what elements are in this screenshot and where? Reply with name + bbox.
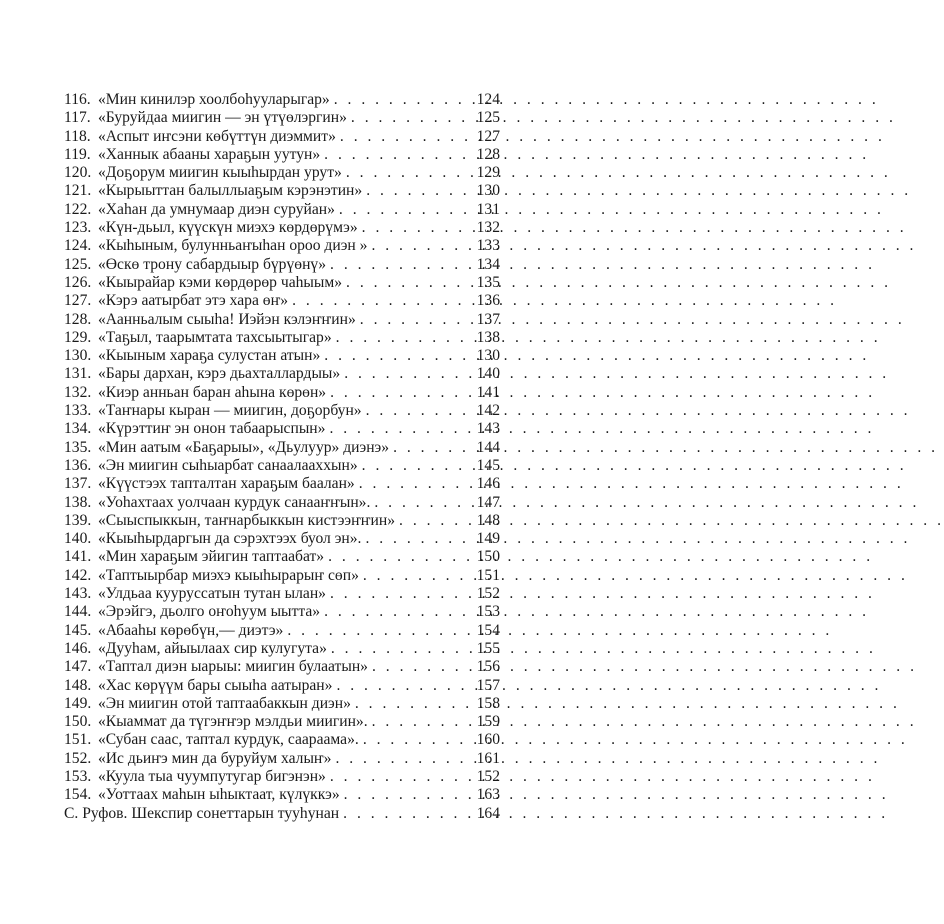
entry-number: 142. bbox=[64, 566, 92, 584]
entry-title: «Кыаммат да түгэҥҥэр мэлдьи миигин». bbox=[98, 713, 368, 731]
entry-title: «Кыыһырдаргын да сэрэхтээх буол эн». bbox=[98, 530, 362, 548]
entry-number: 145. bbox=[64, 621, 92, 639]
entry-title: «Таҕыл, таарымтата тахсыытыгар» bbox=[98, 328, 332, 346]
dot-leader bbox=[370, 494, 470, 512]
entry-number: 117. bbox=[64, 109, 91, 127]
toc-entry bbox=[64, 603, 500, 621]
dot-leader bbox=[325, 420, 470, 438]
entry-title: «Улдьаа кууруссатын тутан ылан» bbox=[98, 585, 326, 603]
toc-entry bbox=[64, 731, 500, 749]
entry-page-number: 163 bbox=[476, 786, 500, 804]
entry-page-number: 145 bbox=[476, 456, 500, 474]
entry-page-number: 129 bbox=[476, 164, 500, 182]
dot-leader bbox=[331, 750, 470, 768]
toc-entry bbox=[64, 201, 500, 219]
toc-entry bbox=[64, 402, 500, 420]
entry-title: «Аанньалым сыыһа! Иэйэн кэлэҥҥин» bbox=[98, 310, 356, 328]
entry-title: «Эн миигин отой таптаабаккын диэн» bbox=[98, 694, 351, 712]
entry-title: «Ханнык абааны хараҕын уутун» bbox=[98, 145, 321, 163]
toc-entry bbox=[64, 750, 500, 768]
toc-entry bbox=[64, 91, 500, 109]
entry-title: «Уоһахтаах уолчаан курдук санааҥҥын». bbox=[98, 493, 371, 511]
entry-page-number: 131 bbox=[476, 200, 500, 218]
entry-title: «Сыыспыккын, таҥнарбыккын кистээҥҥин» bbox=[98, 511, 396, 529]
entry-page-number: 164 bbox=[476, 804, 500, 822]
entry-page-number: 125 bbox=[476, 109, 500, 127]
entry-page-number: 137 bbox=[476, 310, 500, 328]
entry-title: «Аспыт иҥсэни көбүттүн диэммит» bbox=[98, 127, 336, 145]
toc-entry bbox=[64, 439, 500, 457]
entry-title: «Күрэттиҥ эн онон табаарыспын» bbox=[98, 420, 326, 438]
entry-title: «Куула тыа чуумпутугар бигэнэн» bbox=[98, 767, 326, 785]
entry-number: 116. bbox=[64, 91, 91, 108]
entry-page-number: 124 bbox=[476, 91, 500, 108]
toc-entry bbox=[64, 219, 500, 237]
entry-page-number: 158 bbox=[476, 694, 500, 712]
entry-title: «Мин кинилэр хоолбоһууларыгар» bbox=[98, 91, 330, 108]
entry-page-number: 152 bbox=[476, 767, 500, 785]
dot-leader bbox=[326, 585, 470, 603]
entry-number: 121. bbox=[64, 182, 92, 200]
toc-entry-afterword bbox=[64, 805, 500, 823]
toc-entry bbox=[64, 695, 500, 713]
entry-number: 138. bbox=[64, 493, 92, 511]
dot-leader bbox=[389, 439, 470, 457]
entry-title: «Кэрэ аатырбат этэ хара өҥ» bbox=[98, 292, 289, 310]
entry-title: «Мин хараҕым эйигин таптаабат» bbox=[98, 548, 325, 566]
entry-number: 130. bbox=[64, 347, 92, 365]
entry-page-number: 155 bbox=[476, 639, 500, 657]
entry-number: 124. bbox=[64, 237, 92, 255]
dot-leader bbox=[342, 274, 470, 292]
toc-entry bbox=[64, 292, 500, 310]
entry-title: «Кыыным хараҕа сулустан атын» bbox=[98, 347, 321, 365]
entry-title: «Хаһан да умнумаар диэн суруйан» bbox=[98, 200, 335, 218]
entry-number: 151. bbox=[64, 731, 92, 749]
entry-page-number: 153 bbox=[476, 603, 500, 621]
entry-page-number: 136 bbox=[476, 292, 500, 310]
entry-number: 152. bbox=[64, 749, 92, 767]
dot-leader bbox=[340, 786, 470, 804]
dot-leader bbox=[283, 622, 470, 640]
entry-page-number: 150 bbox=[476, 548, 500, 566]
entry-number: 140. bbox=[64, 530, 92, 548]
entry-title: «Кыһыным, булунньаҥыһан ороо диэн » bbox=[98, 237, 368, 255]
entry-page-number: 154 bbox=[476, 621, 500, 639]
toc-entry bbox=[64, 237, 500, 255]
dot-leader bbox=[351, 695, 470, 713]
dot-leader bbox=[362, 402, 470, 420]
toc-entry bbox=[64, 256, 500, 274]
dot-leader bbox=[288, 292, 470, 310]
entry-title: «Доҕорум миигин кыыһырдан урут» bbox=[98, 164, 342, 182]
entry-title: «Хас көрүүм бары сыыһа аатыран» bbox=[98, 676, 333, 694]
entry-title: «Күүстээх тапталтан хараҕым баалан» bbox=[98, 475, 355, 493]
toc-entry bbox=[64, 274, 500, 292]
entry-page-number: 135 bbox=[476, 273, 500, 291]
entry-number: 147. bbox=[64, 658, 92, 676]
entry-page-number: 151 bbox=[476, 566, 500, 584]
dot-leader bbox=[320, 603, 470, 621]
toc-entry bbox=[64, 457, 500, 475]
dot-leader bbox=[332, 677, 470, 695]
entry-title: «Кыырайар кэми көрдөрөр чаһыым» bbox=[98, 273, 343, 291]
toc-entry bbox=[64, 347, 500, 365]
dot-leader bbox=[342, 164, 470, 182]
entry-page-number: 160 bbox=[476, 731, 500, 749]
toc-entry bbox=[64, 567, 500, 585]
dot-leader bbox=[347, 109, 470, 127]
toc-entry bbox=[64, 365, 500, 383]
entry-title: «Эн миигин сыһыарбат санаалааххын» bbox=[98, 456, 358, 474]
entry-title: «Буруйдаа миигин — эн үтүөлэргин» bbox=[98, 109, 347, 127]
entry-page-number: 144 bbox=[476, 438, 500, 456]
entry-number: 149. bbox=[64, 694, 92, 712]
entry-number: 150. bbox=[64, 713, 92, 731]
dot-leader bbox=[367, 237, 470, 255]
entry-page-number: 130 bbox=[476, 182, 500, 200]
dot-leader bbox=[326, 768, 470, 786]
dot-leader bbox=[320, 146, 470, 164]
toc-entry bbox=[64, 585, 500, 603]
entry-title: «Таптыырбар миэхэ кыыһырарыҥ сөп» bbox=[98, 566, 359, 584]
entry-page-number: 146 bbox=[476, 475, 500, 493]
entry-title: «Абааһы көрөбүн,— диэтэ» bbox=[98, 621, 284, 639]
entry-title: С. Руфов. Шекспир сонеттарын тууһунан bbox=[64, 804, 340, 822]
entry-page-number: 152 bbox=[476, 585, 500, 603]
dot-leader bbox=[395, 512, 470, 530]
entry-number: 122. bbox=[64, 200, 92, 218]
dot-leader bbox=[320, 347, 470, 365]
entry-number: 129. bbox=[64, 328, 92, 346]
entry-number: 131. bbox=[64, 365, 92, 383]
dot-leader bbox=[359, 567, 470, 585]
toc-entry bbox=[64, 622, 500, 640]
entry-number: 146. bbox=[64, 639, 92, 657]
dot-leader bbox=[330, 91, 470, 109]
entry-number: 136. bbox=[64, 456, 92, 474]
toc-entry bbox=[64, 768, 500, 786]
entry-title: «Киэр анньан баран аһына көрөн» bbox=[98, 383, 327, 401]
toc-entry bbox=[64, 384, 500, 402]
entry-page-number: 128 bbox=[476, 145, 500, 163]
entry-title: «Өскө трону сабардыыр бүрүөнү» bbox=[98, 255, 327, 273]
dot-leader bbox=[335, 201, 470, 219]
entry-page-number: 138 bbox=[476, 328, 500, 346]
entry-number: 134. bbox=[64, 420, 92, 438]
entry-number: 120. bbox=[64, 164, 92, 182]
entry-title: «Кырыыттан балыллыаҕым кэрэнэтин» bbox=[98, 182, 363, 200]
entry-title: «Бары дархан, кэрэ дьахталлардыы» bbox=[98, 365, 341, 383]
entry-number: 132. bbox=[64, 383, 92, 401]
entry-title: «Дууһам, айыылаах сир кулугута» bbox=[98, 639, 327, 657]
toc-entry bbox=[64, 640, 500, 658]
entry-page-number: 148 bbox=[476, 511, 500, 529]
entry-number: 135. bbox=[64, 438, 92, 456]
entry-number: 137. bbox=[64, 475, 92, 493]
entry-number: 141. bbox=[64, 548, 92, 566]
entry-page-number: 149 bbox=[476, 530, 500, 548]
dot-leader bbox=[359, 731, 470, 749]
entry-number: 143. bbox=[64, 585, 92, 603]
entry-title: «Күн-дьыл, күүскүн миэхэ көрдөрүмэ» bbox=[98, 219, 358, 237]
dot-leader bbox=[368, 658, 470, 676]
dot-leader bbox=[362, 182, 470, 200]
toc-entry bbox=[64, 128, 500, 146]
entry-number: 126. bbox=[64, 273, 92, 291]
entry-number: 119. bbox=[64, 145, 91, 163]
entry-number: 118. bbox=[64, 127, 91, 145]
entry-page-number: 161 bbox=[476, 749, 500, 767]
toc-entry bbox=[64, 512, 500, 530]
entry-page-number: 147 bbox=[476, 493, 500, 511]
entry-page-number: 132 bbox=[476, 219, 500, 237]
toc-entry bbox=[64, 182, 500, 200]
dot-leader bbox=[368, 713, 470, 731]
toc-entry bbox=[64, 311, 500, 329]
entry-page-number: 143 bbox=[476, 420, 500, 438]
dot-leader bbox=[355, 475, 470, 493]
entry-title: «Субан саас, таптал курдук, саараама». bbox=[98, 731, 359, 749]
entry-title: «Уоттаах маһын ыһыктаат, күлүккэ» bbox=[98, 786, 340, 804]
toc-entry bbox=[64, 146, 500, 164]
entry-title: «Таптал диэн ыарыы: миигин булаатын» bbox=[98, 658, 368, 676]
toc-entry bbox=[64, 530, 500, 548]
entry-number: 148. bbox=[64, 676, 92, 694]
entry-page-number: 127 bbox=[476, 127, 500, 145]
entry-page-number: 141 bbox=[476, 383, 500, 401]
entry-page-number: 134 bbox=[476, 255, 500, 273]
entry-number: 153. bbox=[64, 767, 92, 785]
dot-leader bbox=[324, 548, 470, 566]
dot-leader bbox=[326, 384, 470, 402]
dot-leader bbox=[356, 311, 470, 329]
entry-number: 123. bbox=[64, 219, 92, 237]
entry-title: «Эрэйгэ, дьолго оҥоһуум ыытта» bbox=[98, 603, 321, 621]
toc-entry bbox=[64, 420, 500, 438]
dot-leader bbox=[327, 640, 470, 658]
entry-title: «Таҥнары кыран — миигин, доҕорбун» bbox=[98, 402, 362, 420]
entry-number: 133. bbox=[64, 402, 92, 420]
entry-page-number: 133 bbox=[476, 237, 500, 255]
dot-leader bbox=[326, 256, 470, 274]
entry-page-number: 140 bbox=[476, 365, 500, 383]
entry-number: 128. bbox=[64, 310, 92, 328]
dot-leader bbox=[336, 128, 470, 146]
toc-entry bbox=[64, 713, 500, 731]
toc-entry bbox=[64, 329, 500, 347]
table-of-contents bbox=[64, 91, 500, 823]
toc-entry bbox=[64, 677, 500, 695]
dot-leader bbox=[332, 329, 470, 347]
entry-page-number: 156 bbox=[476, 658, 500, 676]
entry-number: 144. bbox=[64, 603, 92, 621]
entry-page-number: 130 bbox=[476, 347, 500, 365]
toc-entry bbox=[64, 109, 500, 127]
toc-entry bbox=[64, 658, 500, 676]
entry-number: 127. bbox=[64, 292, 92, 310]
entry-number: 139. bbox=[64, 511, 92, 529]
entry-title: «Мин аатым «Баҕарыы», «Дьулуур» диэнэ» bbox=[98, 438, 390, 456]
toc-entry bbox=[64, 548, 500, 566]
toc-entry bbox=[64, 475, 500, 493]
dot-leader bbox=[358, 219, 470, 237]
entry-title: «Ис дьиҥэ мин да буруйум халыҥ» bbox=[98, 749, 332, 767]
dot-leader bbox=[361, 530, 470, 548]
toc-entry bbox=[64, 786, 500, 804]
toc-entry bbox=[64, 494, 500, 512]
dot-leader bbox=[339, 805, 470, 823]
entry-page-number: 157 bbox=[476, 676, 500, 694]
entry-page-number: 159 bbox=[476, 713, 500, 731]
entry-page-number: 142 bbox=[476, 402, 500, 420]
entry-number: 125. bbox=[64, 255, 92, 273]
dot-leader bbox=[358, 457, 470, 475]
toc-entry bbox=[64, 164, 500, 182]
entry-number: 154. bbox=[64, 786, 92, 804]
dot-leader bbox=[340, 365, 470, 383]
